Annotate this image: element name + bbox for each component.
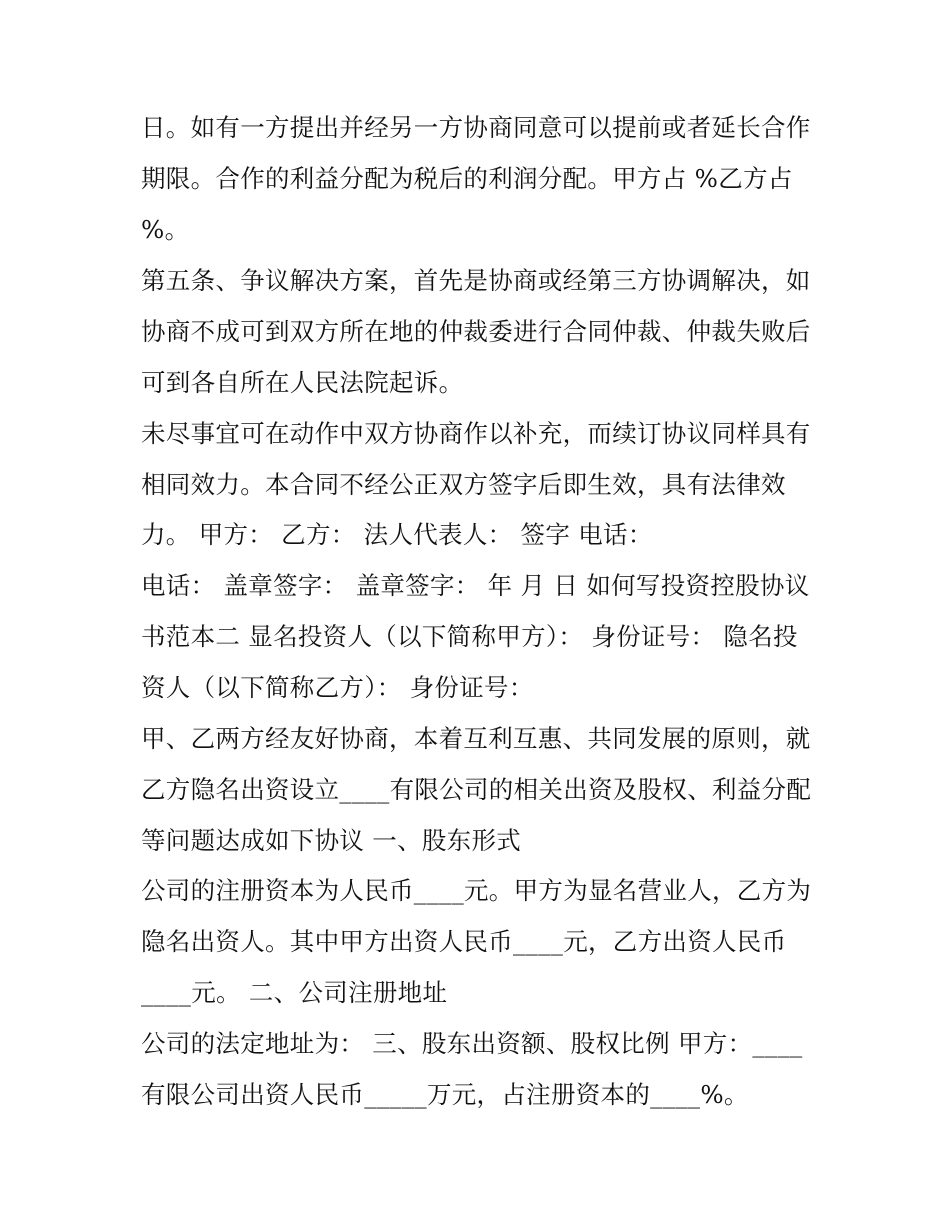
text-line: 协商不成可到双方所在地的仲裁委进行合同仲裁、仲裁失败后 <box>141 317 811 346</box>
text-line: 书范本二 显名投资人（以下简称甲方）： 身份证号： 隐名投 <box>141 622 798 651</box>
text-line: 隐名出资人。其中甲方出资人民币____元，乙方出资人民币 <box>141 927 787 956</box>
text-line: 甲、乙两方经友好协商，本着互利互惠、共同发展的原则，就 <box>141 724 811 753</box>
text-line: 可到各自所在人民法院起诉。 <box>141 368 464 397</box>
text-line: 公司的法定地址为： 三、股东出资额、股权比例 甲方：____ <box>141 1029 803 1058</box>
text-line: 期限。合作的利益分配为税后的利润分配。甲方占 %乙方占 <box>141 164 793 193</box>
text-line: 有限公司出资人民币_____万元，占注册资本的____%。 <box>141 1080 749 1109</box>
text-line: 力。 甲方： 乙方： 法人代表人： 签字 电话： <box>141 520 653 549</box>
text-line: 未尽事宜可在动作中双方协商作以补充，而续订协议同样具有 <box>141 419 811 448</box>
text-line: 电话： 盖章签字： 盖章签字： 年 月 日 如何写投资控股协议 <box>141 571 810 600</box>
text-line: 第五条、争议解决方案，首先是协商或经第三方协调解决，如 <box>141 266 811 295</box>
text-line: %。 <box>141 215 190 244</box>
text-line: 公司的注册资本为人民币____元。甲方为显名营业人，乙方为 <box>141 876 812 905</box>
text-line: 等问题达成如下协议 一、股东形式 <box>141 826 522 855</box>
text-line: 乙方隐名出资设立____有限公司的相关出资及股权、利益分配 <box>141 775 812 804</box>
text-line: 资人（以下简称乙方）： 身份证号： <box>141 673 534 702</box>
text-line: 相同效力。本合同不经公正双方签字后即生效，具有法律效 <box>141 470 786 499</box>
text-line: ____元。 二、公司注册地址 <box>141 978 448 1007</box>
text-line: 日。如有一方提出并经另一方协商同意可以提前或者延长合作 <box>141 113 811 142</box>
